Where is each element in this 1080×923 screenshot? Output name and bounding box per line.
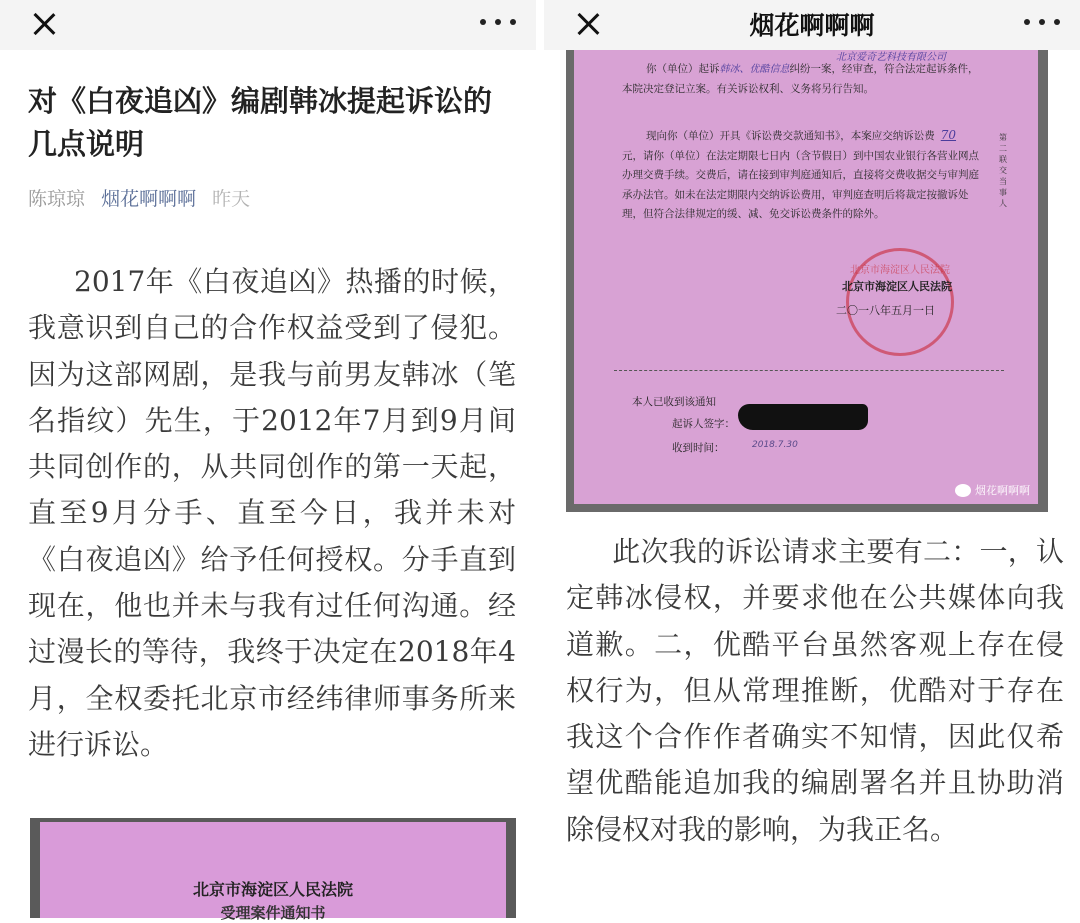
article-paragraph — [566, 529, 1064, 853]
watermark-text: 烟花啊啊啊 — [975, 484, 1030, 497]
document-paragraph-2 — [622, 126, 982, 225]
article-meta — [28, 185, 250, 213]
document-divider — [614, 370, 1004, 371]
document-text: 现向你（单位）开具《诉讼费交款通知书》，本案应交纳诉讼费 — [646, 130, 935, 142]
document-subheading: 受理案件通知书 — [220, 904, 326, 922]
document-date: 二〇一八年五月一日 — [836, 304, 935, 317]
document-paragraph-1 — [622, 60, 982, 99]
article-title: 对《白夜追凶》编剧韩冰提起诉讼的几点说明 — [28, 84, 493, 161]
author-name: 陈琼琼 — [28, 188, 86, 210]
court-notice-image[interactable] — [30, 818, 516, 922]
document-heading: 北京市海淀区人民法院 — [192, 880, 353, 899]
document-side-note: 第二联 交当事人 — [999, 133, 1007, 208]
document-court-name: 北京市海淀区人民法院 — [842, 280, 952, 293]
right-screen — [544, 0, 1080, 911]
document-sign-label: 起诉人签字： — [672, 418, 735, 430]
document-text: 你（单位）起诉 — [646, 63, 720, 75]
document-received-text: 本人已收到该通知 — [632, 396, 716, 408]
seal-text: 北京市海淀区人民法院 — [850, 265, 950, 276]
handwritten-note: 北京爱奇艺科技有限公司 — [836, 52, 946, 63]
watermark — [955, 482, 1030, 498]
court-notice-image[interactable] — [566, 50, 1048, 512]
handwritten-party: 韩冰、优酷信息 — [719, 64, 790, 75]
document-time-value: 2018.7.30 — [752, 440, 798, 450]
pane-divider — [536, 0, 544, 911]
wechat-icon — [955, 484, 971, 497]
more-icon[interactable] — [1024, 14, 1060, 30]
document-paper — [574, 50, 1038, 504]
more-icon[interactable] — [480, 14, 516, 30]
handwritten-amount: 70 — [940, 128, 957, 142]
document-time-label: 收到时间： — [672, 442, 725, 454]
document-text: 纠纷一案，经审查，符合法定起诉条件，本院决定登记立案。有关诉讼权利、义务将另行告知。 — [622, 63, 979, 95]
paragraph-text: 此次我的诉讼请求主要有二：一，认定韩冰侵权，并要求他在公共媒体向我道歉。二，优酷平台虽然客观上存在侵权行为，但从常理推断，优酷对于存在我这个合作作者确实不知情，因此仅希望优酷能追加我的编剧署名并且协助消除侵权对我的影响，为我正名。 — [566, 535, 1064, 846]
redacted-signature — [738, 404, 868, 430]
account-link[interactable]: 烟花啊啊啊 — [101, 188, 197, 210]
document-text: 元，请你（单位）在法定期限七日内（含节假日）到中国农业银行各营业网点办理交费手续。交费后，请在接到审判庭通知后，直接将交费收据交与审判庭承办法官。如未在法定期限内交纳诉讼费用，审判庭查明后将裁定按撤诉处理，但符合法律规定的缓、减、免交诉讼费条件的除外。 — [622, 149, 979, 220]
document-paper — [40, 822, 506, 922]
publish-time: 昨天 — [212, 188, 251, 210]
nav-bar — [544, 0, 1080, 50]
nav-bar — [0, 0, 536, 50]
nav-title: 烟花啊啊啊 — [749, 11, 875, 40]
left-screen — [0, 0, 536, 922]
paragraph-text: 2017年《白夜追凶》热播的时候，我意识到自己的合作权益受到了侵犯。因为这部网剧，是我与前男友韩冰（笔名指纹）先生，于2012年7月到9月间共同创作的，从共同创作的第一天起，直至9月分手、直至今日，我并未对《白夜追凶》给予任何授权。分手直到现在，他也并未与我有过任何沟通。经过漫长的等待，我终于决定在2018年4月，全权委托北京市经纬律师事务所来进行诉讼。 — [28, 265, 516, 761]
close-icon[interactable] — [28, 8, 60, 40]
article-paragraph — [28, 259, 516, 768]
